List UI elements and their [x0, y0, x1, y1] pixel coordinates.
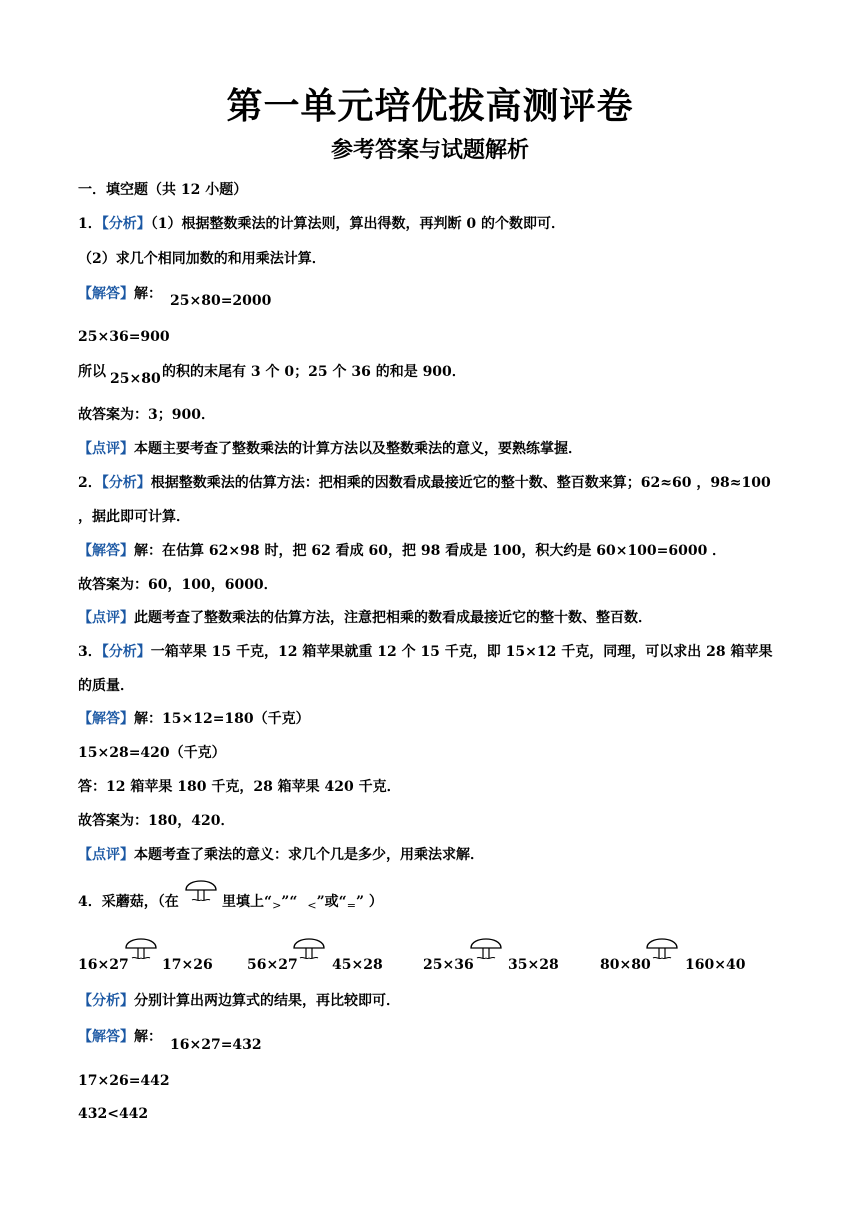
comment-tag: 【点评】	[78, 847, 134, 863]
q4-intro-b	[222, 893, 383, 915]
q1-comment	[78, 440, 582, 458]
answer-tag: 【解答】	[78, 711, 134, 727]
q2-analysis-text-b: ，据此即可计算．	[78, 509, 190, 525]
q2-final: 故答案为：60，100，6000．	[78, 577, 278, 593]
q4-mid1: ”“	[281, 894, 298, 910]
q4-intro-a	[78, 893, 179, 911]
q3-answer-text: 解：15×12=180（千克）	[134, 711, 310, 727]
q3-number: 3．	[78, 644, 102, 660]
q1-analysis-text-a: （1）根据整数乘法的计算法则，算出得数，再判断 0 的个数即可．	[150, 216, 565, 232]
q3-calc-2: 15×28=420（千克）	[78, 745, 226, 761]
mushroom-icon	[184, 872, 218, 906]
pair-3-left: 25×36	[423, 957, 474, 973]
pair-2-right: 45×28	[332, 957, 383, 973]
q1-so-expr: 25×80	[110, 371, 161, 387]
q1-answer-label	[78, 285, 162, 303]
q4-analysis-text: 分别计算出两边算式的结果，再比较即可．	[134, 993, 400, 1009]
q1-comment-text: 本题主要考查了整数乘法的计算方法以及整数乘法的意义，要熟练掌握．	[134, 441, 582, 457]
section-heading: 一．填空题（共 12 小题）	[78, 182, 248, 198]
analysis-tag: 【分析】	[101, 216, 151, 232]
q4-analysis	[78, 992, 400, 1010]
q3-comment-text: 本题考查了乘法的意义：求几个几是多少，用乘法求解．	[134, 847, 484, 863]
q1-final: 故答案为：3；900．	[78, 407, 215, 423]
mushroom-icon[interactable]	[645, 930, 679, 964]
q2-comment-text: 此题考查了整数乘法的估算方法，注意把相乘的数看成最接近它的整十数、整百数．	[134, 610, 652, 626]
q3-analysis	[78, 643, 772, 661]
q4-answer-label	[78, 1028, 162, 1046]
mushroom-icon[interactable]	[292, 930, 326, 964]
q3-final: 故答案为：180，420．	[78, 813, 235, 829]
q1-analysis	[78, 215, 565, 233]
q1-so-pre: 所以	[78, 364, 106, 380]
q3-comment	[78, 846, 484, 864]
pair-4-left: 80×80	[600, 957, 651, 973]
q1-analysis-text-b: （2）求几个相同加数的和用乘法计算．	[78, 251, 326, 267]
q2-analysis	[78, 474, 771, 492]
q4-jie: 解：	[134, 1029, 162, 1045]
answer-tag: 【解答】	[78, 286, 134, 302]
q2-comment	[78, 609, 652, 627]
analysis-tag: 【分析】	[101, 475, 151, 491]
answer-tag: 【解答】	[78, 1029, 134, 1045]
q1-calc-1: 25×80=2000	[170, 293, 272, 309]
q4-intro-text: 采蘑菇，（在	[101, 894, 179, 910]
page-title: 第一单元培优拔高测评卷	[226, 85, 634, 127]
q1-jie: 解：	[134, 286, 162, 302]
analysis-tag: 【分析】	[101, 644, 151, 660]
pair-1-right: 17×26	[162, 957, 213, 973]
comment-tag: 【点评】	[78, 441, 134, 457]
q3-analysis-text-b: 的质量．	[78, 678, 134, 694]
analysis-tag: 【分析】	[78, 993, 134, 1009]
q3-answer	[78, 710, 310, 728]
q4-calc-3: 432<442	[78, 1106, 149, 1122]
q3-analysis-text-a: 一箱苹果 15 千克，12 箱苹果就重 12 个 15 千克，即 15×12 千克，同理，可以求出 28 箱苹果	[150, 644, 773, 660]
q4-mid2: ”或“	[316, 894, 347, 910]
q4-calc-1: 16×27=432	[170, 1037, 262, 1053]
pair-4-right: 160×40	[685, 957, 746, 973]
lt-symbol: <	[307, 899, 317, 912]
q1-number: 1．	[78, 216, 102, 232]
mushroom-icon[interactable]	[469, 930, 503, 964]
q4-fill-text: 里填上“	[222, 894, 273, 910]
q2-answer	[78, 542, 707, 560]
q2-answer-dot: ．	[712, 543, 726, 559]
q1-calc-2: 25×36=900	[78, 329, 170, 345]
page-subtitle: 参考答案与试题解析	[330, 137, 529, 163]
answer-tag: 【解答】	[78, 543, 134, 559]
q2-number: 2．	[78, 475, 102, 491]
pair-2-left: 56×27	[247, 957, 298, 973]
comment-tag: 【点评】	[78, 610, 134, 626]
pair-1-left: 16×27	[78, 957, 129, 973]
pair-3-right: 35×28	[508, 957, 559, 973]
q1-so-post: 的积的末尾有 3 个 0；25 个 36 的和是 900．	[162, 364, 466, 380]
mushroom-icon[interactable]	[124, 930, 158, 964]
eq-symbol: =	[346, 899, 356, 912]
q4-intro-end: ” ）	[355, 894, 383, 910]
q2-analysis-text-a: 根据整数乘法的估算方法：把相乘的因数看成最接近它的整十数、整百数来算；62≈60 ，98≈100	[150, 475, 771, 491]
q4-calc-2: 17×26=442	[78, 1073, 170, 1089]
q4-number: 4．	[78, 894, 102, 910]
q2-answer-text: 解：在估算 62×98 时，把 62 看成 60，把 98 看成是 100，积大约是 60×100=6000	[134, 543, 708, 559]
gt-symbol: >	[272, 899, 282, 912]
q3-reply: 答：12 箱苹果 180 千克，28 箱苹果 420 千克．	[78, 779, 401, 795]
